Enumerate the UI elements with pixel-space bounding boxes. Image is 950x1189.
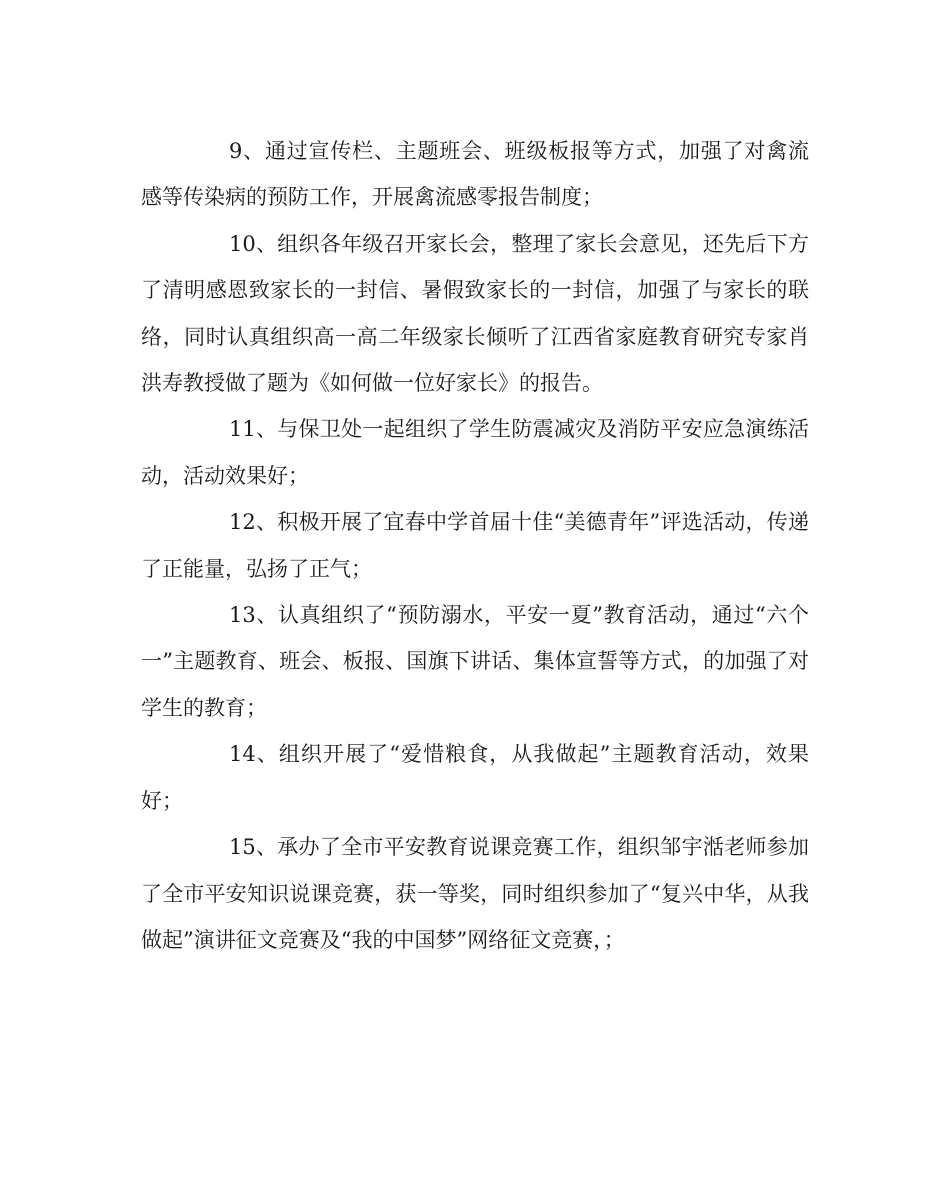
paragraph-item-15: 15、承办了全市平安教育说课竞赛工作，组织邹宇湉老师参加了全市平安知识说课竞赛，获一等奖，同时组织参加了“复兴中华，从我做起”演讲征文竞赛及“我的中国梦”网络征文竞赛，； — [141, 835, 809, 952]
paragraph-item-10: 10、组织各年级召开家长会，整理了家长会意见，还先后下方了清明感恩致家长的一封信、暑假致家长的一封信，加强了与家长的联络，同时认真组织高一高二年级家长倾听了江西省家庭教育研究专家肖洪寿教授做了题为《如何做一位好家长》的报告。 — [141, 231, 809, 396]
document-body — [141, 128, 809, 963]
paragraph-item-13: 13、认真组织了“预防溺水，平安一夏”教育活动，通过“六个一”主题教育、班会、板报、国旗下讲话、集体宣誓等方式，的加强了对学生的教育； — [141, 603, 809, 720]
paragraph-item-14: 14、组织开展了“爱惜粮食，从我做起”主题教育活动，效果好； — [141, 742, 809, 813]
paragraph-item-11: 11、与保卫处一起组织了学生防震减灾及消防平安应急演练活动，活动效果好； — [141, 417, 809, 488]
paragraph-item-12: 12、积极开展了宜春中学首届十佳“美德青年”评选活动，传递了正能量，弘扬了正气； — [141, 510, 809, 581]
paragraph-item-9: 9、通过宣传栏、主题班会、班级板报等方式，加强了对禽流感等传染病的预防工作，开展禽流感零报告制度； — [141, 139, 809, 210]
